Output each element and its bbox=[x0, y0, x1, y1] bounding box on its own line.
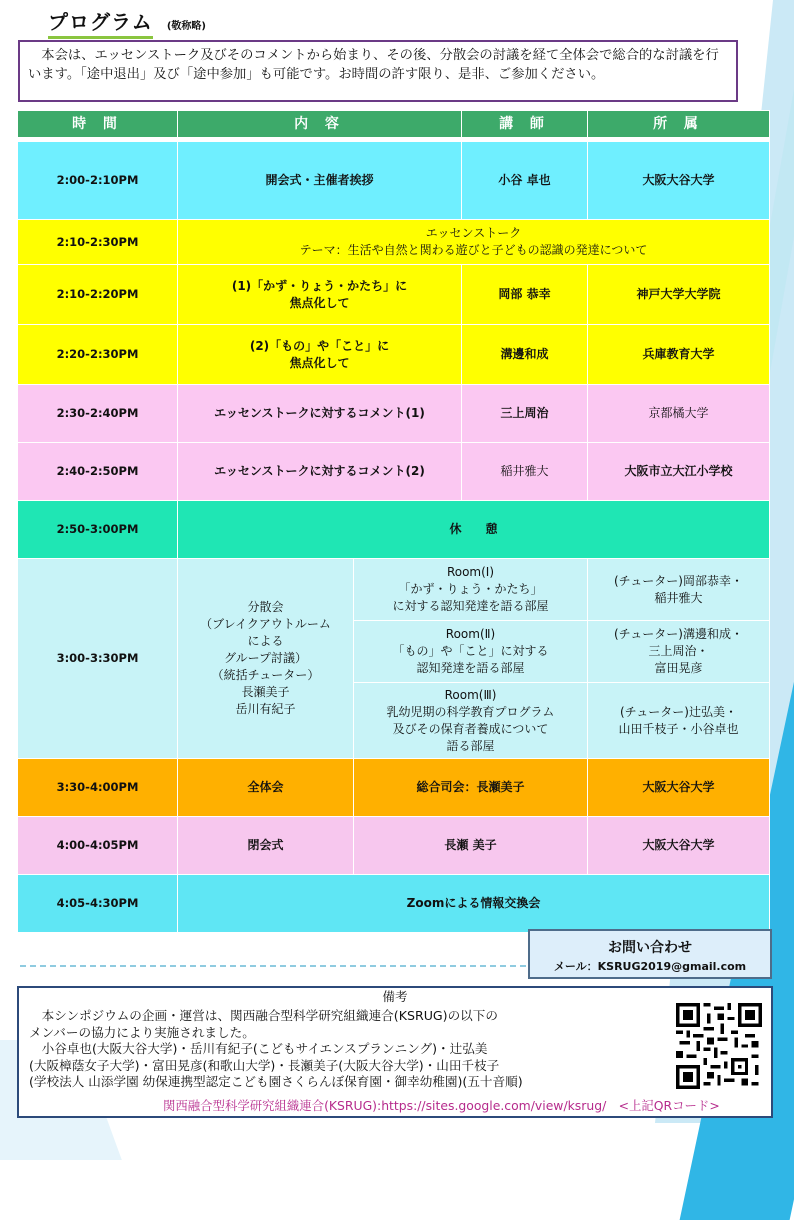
affiliation-cell: 大阪大谷大学 bbox=[588, 759, 770, 817]
notes-line: 小谷卓也(大阪大谷大学)・岳川有紀子(こどもサイエンスプランニング)・辻弘美 bbox=[29, 1041, 488, 1056]
table-row bbox=[18, 759, 770, 817]
speaker-cell: 小谷 卓也 bbox=[462, 142, 588, 220]
contact-email[interactable]: メール：KSRUG2019@gmail.com bbox=[553, 960, 747, 973]
content-line: による bbox=[247, 634, 284, 648]
breakout-summary-cell bbox=[178, 559, 354, 759]
room-title: Room(Ⅱ) bbox=[445, 627, 496, 641]
speaker-cell: 長瀬 美子 bbox=[354, 817, 588, 875]
time-cell: 3:30-4:00PM bbox=[18, 759, 178, 817]
content-cell bbox=[178, 220, 770, 265]
content-line: エッセンストーク bbox=[425, 226, 522, 240]
affiliation-cell: 京都橘大学 bbox=[588, 385, 770, 443]
content-line: (1)「かず・りょう・かたち」に bbox=[231, 278, 408, 293]
room-cell bbox=[354, 559, 588, 621]
content-line: 焦点化して bbox=[289, 355, 350, 370]
content-cell: エッセンストークに対するコメント(2) bbox=[178, 443, 462, 501]
content-line: (チューター)岡部恭幸・ bbox=[613, 573, 743, 588]
room-cell bbox=[354, 683, 588, 759]
content-line: 富田晃彦 bbox=[654, 661, 703, 675]
notes-body bbox=[29, 1008, 669, 1091]
header-time: 時 間 bbox=[18, 111, 178, 138]
table-row bbox=[18, 142, 770, 220]
content-line: グループ討議） bbox=[223, 651, 308, 665]
speaker-cell: 溝邊和成 bbox=[462, 325, 588, 385]
notes-line: メンバーの協力により実施されました。 bbox=[29, 1024, 255, 1040]
header-speaker: 講 師 bbox=[462, 111, 588, 138]
affiliation-cell: 大阪市立大江小学校 bbox=[588, 443, 770, 501]
page-title: プログラム bbox=[48, 6, 153, 39]
content-line: （ブレイクアウトルーム bbox=[200, 617, 331, 631]
speaker-cell: 総合司会：長瀬美子 bbox=[354, 759, 588, 817]
content-line: 岳川有紀子 bbox=[235, 702, 296, 716]
table-row bbox=[18, 220, 770, 265]
contact-title: お問い合わせ bbox=[608, 940, 692, 956]
content-line: 認知発達を語る部屋 bbox=[416, 661, 525, 675]
content-line: 及びその保育者養成について bbox=[392, 721, 549, 736]
content-line: 三上周治・ bbox=[648, 644, 709, 658]
table-row bbox=[18, 559, 770, 621]
table-row bbox=[18, 443, 770, 501]
time-cell: 3:00-3:30PM bbox=[18, 559, 178, 759]
table-row bbox=[18, 265, 770, 325]
content-line: 山田千枝子・小谷卓也 bbox=[618, 721, 739, 736]
table-row bbox=[18, 385, 770, 443]
content-cell bbox=[178, 265, 462, 325]
time-cell: 2:40-2:50PM bbox=[18, 443, 178, 501]
content-line: 乳幼児期の科学教育プログラム bbox=[386, 704, 555, 719]
room-cell bbox=[354, 621, 588, 683]
table-header-row bbox=[18, 111, 770, 138]
content-cell: 全体会 bbox=[178, 759, 354, 817]
table-row bbox=[18, 875, 770, 933]
room-title: Room(Ⅰ) bbox=[446, 565, 495, 579]
room-title: Room(Ⅲ) bbox=[444, 687, 497, 702]
page-subtitle: (敬称略) bbox=[166, 21, 206, 32]
content-line: (チューター)辻弘美・ bbox=[619, 704, 737, 719]
contact-box bbox=[528, 929, 772, 979]
affiliation-cell: 兵庫教育大学 bbox=[588, 325, 770, 385]
speaker-cell: 稲井雅大 bbox=[462, 443, 588, 501]
content-line: (チューター)溝邊和成・ bbox=[613, 627, 743, 641]
page-title-block bbox=[48, 6, 206, 39]
table-row bbox=[18, 501, 770, 559]
speaker-cell: 岡部 恭幸 bbox=[462, 265, 588, 325]
time-cell: 2:20-2:30PM bbox=[18, 325, 178, 385]
notes-line: (学校法人 山添学園 幼保連携型認定こども園さくらんぼ保育園・御幸幼稚園)(五十音順) bbox=[29, 1074, 523, 1089]
ksrug-link[interactable]: 関西融合型科学研究組織連合(KSRUG):https://sites.google.com/view/ksrug/ <上記QRコード> bbox=[163, 1098, 720, 1113]
tutor-cell bbox=[588, 683, 770, 759]
notes-box bbox=[17, 986, 773, 1118]
speaker-cell: 三上周治 bbox=[462, 385, 588, 443]
notes-title: 備考 bbox=[382, 989, 408, 1004]
content-line: 稲井雅大 bbox=[654, 590, 703, 605]
header-content: 内 容 bbox=[178, 111, 462, 138]
content-line: (2)「もの」や「こと」に bbox=[249, 338, 390, 353]
tutor-cell bbox=[588, 559, 770, 621]
content-cell: 開会式・主催者挨拶 bbox=[178, 142, 462, 220]
tutor-cell bbox=[588, 621, 770, 683]
time-cell: 2:10-2:20PM bbox=[18, 265, 178, 325]
content-line: 「もの」や「こと」に対する bbox=[392, 644, 549, 658]
time-cell: 2:50-3:00PM bbox=[18, 501, 178, 559]
content-cell: エッセンストークに対するコメント(1) bbox=[178, 385, 462, 443]
intro-text: 本会は、エッセンストーク及びそのコメントから始まり、その後、分散会の討議を経て全体会で総合的な討議を行います。「途中退出」及び「途中参加」も可能です。お時間の許す限り、是非、ご参加ください。 bbox=[28, 48, 719, 82]
notes-line: 本シンポジウムの企画・運営は、関西融合型科学研究組織連合(KSRUG)の以下の bbox=[29, 1008, 498, 1023]
intro-box bbox=[18, 40, 738, 102]
notes-line: (大阪樟蔭女子大学)・富田晃彦(和歌山大学)・長瀬美子(大阪大谷大学)・山田千枝子 bbox=[29, 1057, 500, 1073]
content-cell: 休 憩 bbox=[178, 501, 770, 559]
content-line: 「かず・りょう・かたち」 bbox=[398, 582, 543, 596]
time-cell: 4:05-4:30PM bbox=[18, 875, 178, 933]
program-table bbox=[17, 110, 770, 933]
content-line: テーマ：生活や自然と関わる遊びと子どもの認識の発達について bbox=[299, 243, 648, 257]
content-cell: Zoomによる情報交換会 bbox=[178, 875, 770, 933]
header-affiliation: 所 属 bbox=[588, 111, 770, 138]
affiliation-cell: 大阪大谷大学 bbox=[588, 142, 770, 220]
dashed-divider bbox=[20, 965, 526, 967]
time-cell: 2:00-2:10PM bbox=[18, 142, 178, 220]
time-cell: 2:30-2:40PM bbox=[18, 385, 178, 443]
content-line: 長瀬美子 bbox=[241, 685, 290, 699]
content-line: 焦点化して bbox=[289, 295, 350, 310]
qr-code-icon bbox=[676, 1003, 762, 1089]
affiliation-cell: 大阪大谷大学 bbox=[588, 817, 770, 875]
content-line: 分散会 bbox=[247, 600, 284, 614]
content-line: 語る部屋 bbox=[446, 738, 495, 753]
affiliation-cell: 神戸大学大学院 bbox=[588, 265, 770, 325]
table-row bbox=[18, 817, 770, 875]
time-cell: 4:00-4:05PM bbox=[18, 817, 178, 875]
content-cell bbox=[178, 325, 462, 385]
table-row bbox=[18, 325, 770, 385]
content-cell: 閉会式 bbox=[178, 817, 354, 875]
content-line: に対する認知発達を語る部屋 bbox=[392, 599, 549, 613]
time-cell: 2:10-2:30PM bbox=[18, 220, 178, 265]
content-line: （統括チューター） bbox=[211, 668, 320, 682]
